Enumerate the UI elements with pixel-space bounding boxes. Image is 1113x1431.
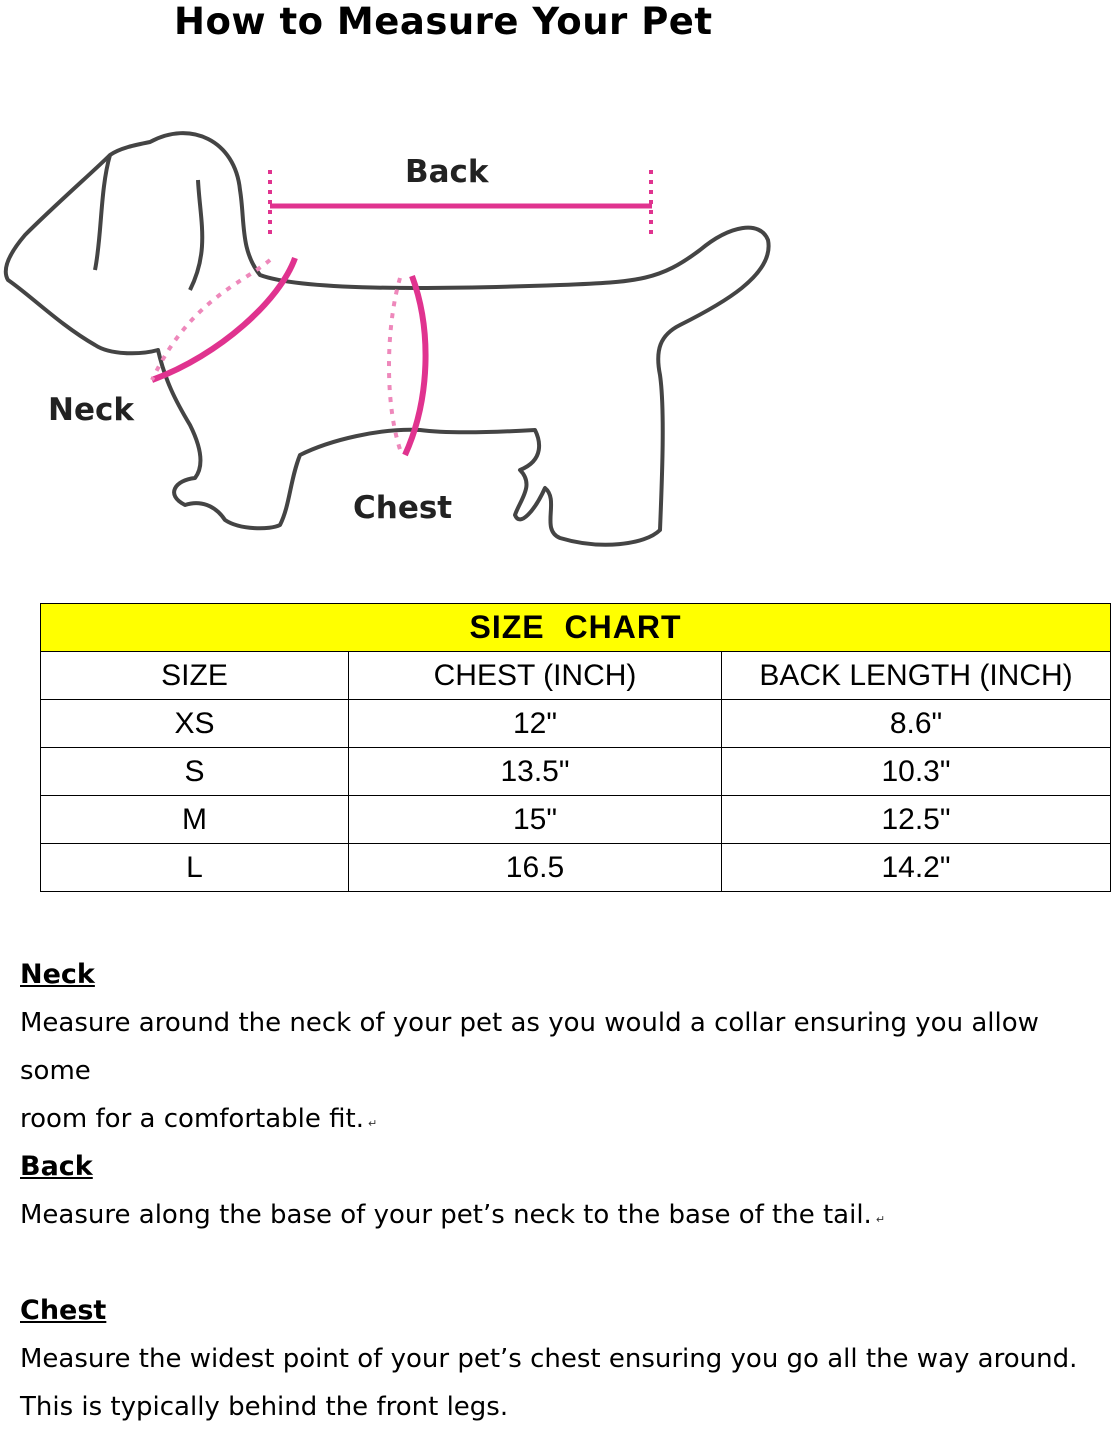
back-text: Measure along the base of your pet’s neck to the base of the tail.: [20, 1200, 872, 1230]
size-cell: M: [41, 796, 349, 844]
table-row: [41, 844, 1111, 892]
table-row: [41, 700, 1111, 748]
paragraph-mark: ↵: [367, 1117, 378, 1130]
chest-instructions: [20, 1287, 1113, 1431]
table-row: [41, 748, 1111, 796]
neck-text: room for a comfortable fit.: [20, 1104, 364, 1134]
size-cell: L: [41, 844, 349, 892]
chest-cell: 15": [349, 796, 722, 844]
column-header-back-length: BACK LENGTH (INCH): [722, 652, 1111, 700]
chest-text-line-2: This is typically behind the front legs.: [20, 1392, 509, 1422]
chest-heading: Chest: [20, 1295, 107, 1326]
neck-heading: Neck: [20, 959, 95, 990]
chest-label: Chest: [353, 490, 453, 526]
back-length-cell: 14.2": [722, 844, 1111, 892]
column-header-size: SIZE: [41, 652, 349, 700]
neck-text-line-2: [20, 1095, 1113, 1148]
column-header-chest: CHEST (INCH): [349, 652, 722, 700]
chest-cell: 13.5": [349, 748, 722, 796]
size-chart-heading-row: [41, 604, 1111, 652]
size-chart-header-row: [41, 652, 1111, 700]
size-cell: S: [41, 748, 349, 796]
dog-ear-fold: [190, 180, 202, 290]
back-instructions: [20, 1143, 1113, 1244]
page-title: How to Measure Your Pet: [174, 0, 713, 43]
neck-instructions: [20, 951, 1113, 1148]
chest-cell: 12": [349, 700, 722, 748]
neck-text-line-1: Measure around the neck of your pet as you would a collar ensuring you allow some: [20, 1008, 1039, 1086]
size-cell: XS: [41, 700, 349, 748]
table-row: [41, 796, 1111, 844]
dog-measurement-diagram: [0, 110, 790, 570]
dog-ear: [95, 155, 110, 270]
chest-cell: 16.5: [349, 844, 722, 892]
back-heading: Back: [20, 1151, 93, 1182]
back-text-line-1: [20, 1191, 1113, 1244]
size-chart-heading: SIZE CHART: [41, 604, 1111, 652]
chest-text-line-1: Measure the widest point of your pet’s chest ensuring you go all the way around.: [20, 1344, 1078, 1374]
paragraph-mark: ↵: [875, 1213, 886, 1226]
dog-outline: [6, 133, 769, 545]
neck-label: Neck: [48, 392, 134, 428]
size-chart-table: [40, 603, 1111, 892]
back-length-cell: 10.3": [722, 748, 1111, 796]
back-length-cell: 12.5": [722, 796, 1111, 844]
neck-measure-line: [152, 258, 295, 380]
back-label: Back: [405, 154, 489, 190]
back-length-cell: 8.6": [722, 700, 1111, 748]
